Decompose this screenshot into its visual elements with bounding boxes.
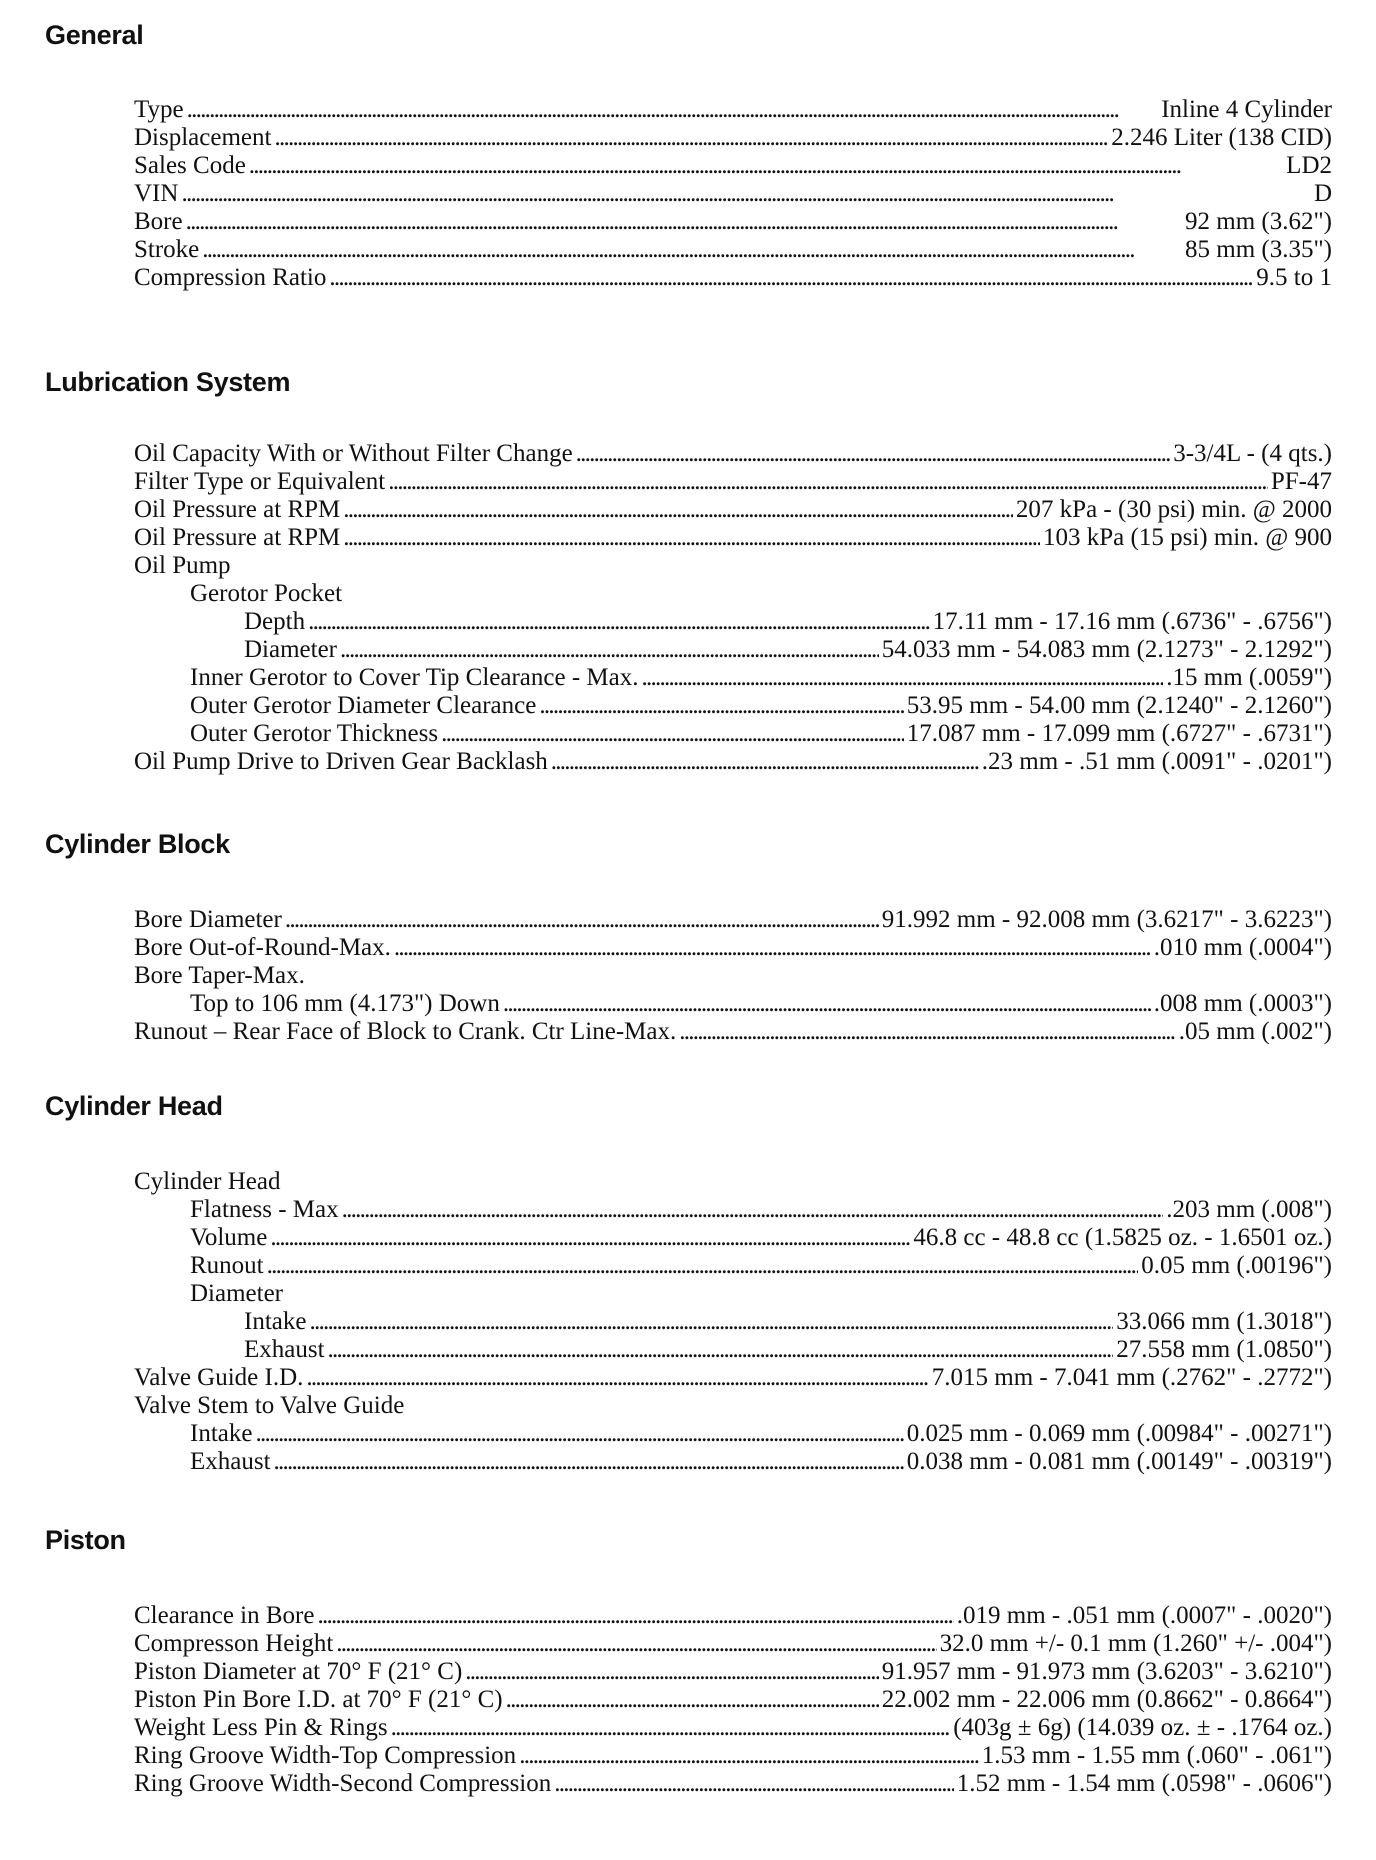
spec-row [134, 440, 1332, 468]
spec-label: Oil Capacity With or Without Filter Change [134, 440, 573, 467]
spec-value: LD2 [1286, 152, 1332, 179]
spec-value: 32.0 mm +/- 0.1 mm (1.260" +/- .004") [939, 1630, 1332, 1657]
spec-row [134, 934, 1332, 962]
spec-label: Bore Out-of-Round-Max. [134, 934, 391, 961]
spec-row [134, 580, 1332, 608]
spec-list [134, 906, 1332, 1046]
spec-value: 7.015 mm - 7.041 mm (.2762" - .2772") [931, 1364, 1332, 1391]
spec-row [134, 1280, 1332, 1308]
spec-label: Valve Guide I.D. [134, 1364, 304, 1391]
spec-label: Volume [190, 1224, 268, 1251]
spec-label: Oil Pressure at RPM [134, 496, 341, 523]
spec-value: 17.087 mm - 17.099 mm (.6727" - .6731") [906, 720, 1332, 747]
section-heading: Cylinder Block [45, 829, 230, 859]
spec-value: .019 mm - .051 mm (.0007" - .0020") [956, 1602, 1332, 1629]
spec-label: Oil Pressure at RPM [134, 524, 341, 551]
spec-value: 17.11 mm - 17.16 mm (.6736" - .6756") [932, 608, 1332, 635]
spec-label: Bore Diameter [134, 906, 282, 933]
spec-row [134, 236, 1332, 264]
spec-list [134, 1168, 1332, 1476]
spec-row [134, 1364, 1332, 1392]
spec-value: .010 mm (.0004") [1153, 934, 1332, 961]
spec-row [134, 1420, 1332, 1448]
spec-row [134, 1630, 1332, 1658]
section-heading: General [45, 20, 144, 50]
spec-value: .15 mm (.0059") [1166, 664, 1332, 691]
spec-label: Sales Code [134, 152, 246, 179]
spec-value: 0.05 mm (.00196") [1141, 1252, 1332, 1279]
spec-value: 91.992 mm - 92.008 mm (3.6217" - 3.6223") [881, 906, 1332, 933]
spec-label: Piston Diameter at 70° F (21° C) [134, 1658, 463, 1685]
spec-value: .203 mm (.008") [1166, 1196, 1332, 1223]
spec-row [134, 96, 1332, 124]
spec-label: Intake [244, 1308, 307, 1335]
spec-value: 2.246 Liter (138 CID) [1111, 124, 1332, 151]
spec-row [134, 748, 1332, 776]
spec-row [134, 1196, 1332, 1224]
spec-label: Bore Taper-Max. [134, 962, 305, 989]
spec-row [134, 208, 1332, 236]
spec-value: 33.066 mm (1.3018") [1116, 1308, 1332, 1335]
spec-label: Stroke [134, 236, 200, 263]
spec-label: Compression Ratio [134, 264, 327, 291]
spec-row [134, 152, 1332, 180]
spec-row [134, 1224, 1332, 1252]
spec-row [134, 124, 1332, 152]
spec-row [134, 1658, 1332, 1686]
spec-value: 0.025 mm - 0.069 mm (.00984" - .00271") [906, 1420, 1332, 1447]
spec-label: Runout – Rear Face of Block to Crank. Ctr Line-Max. [134, 1018, 677, 1045]
spec-label: Oil Pump [134, 552, 231, 579]
spec-label: Diameter [190, 1280, 284, 1307]
spec-label: Exhaust [244, 1336, 325, 1363]
spec-list [134, 440, 1332, 776]
spec-label: Weight Less Pin & Rings [134, 1714, 388, 1741]
spec-label: Inner Gerotor to Cover Tip Clearance - Max. [190, 664, 639, 691]
spec-value: D [1313, 180, 1332, 207]
spec-value: Inline 4 Cylinder [1161, 96, 1332, 123]
spec-label: Gerotor Pocket [190, 580, 343, 607]
spec-label: Depth [244, 608, 306, 635]
spec-label: Displacement [134, 124, 272, 151]
spec-value: 1.52 mm - 1.54 mm (.0598" - .0606") [956, 1770, 1332, 1797]
spec-value: .008 mm (.0003") [1153, 990, 1332, 1017]
section-heading: Lubrication System [45, 367, 291, 397]
spec-row [134, 1168, 1332, 1196]
spec-row [134, 552, 1332, 580]
spec-row [134, 1018, 1332, 1046]
spec-value: 54.033 mm - 54.083 mm (2.1273" - 2.1292") [881, 636, 1332, 663]
spec-label: Ring Groove Width-Top Compression [134, 1742, 517, 1769]
spec-row [134, 1448, 1332, 1476]
spec-value: 3-3/4L - (4 qts.) [1173, 440, 1332, 467]
spec-row [134, 1714, 1332, 1742]
spec-row [134, 664, 1332, 692]
spec-label: Piston Pin Bore I.D. at 70° F (21° C) [134, 1686, 503, 1713]
spec-label: Bore [134, 208, 183, 235]
spec-label: Type [134, 96, 184, 123]
spec-value: .23 mm - .51 mm (.0091" - .0201") [981, 748, 1332, 775]
spec-label: Valve Stem to Valve Guide [134, 1392, 405, 1419]
spec-value: 103 kPa (15 psi) min. @ 900 [1043, 524, 1332, 551]
spec-row [134, 1252, 1332, 1280]
spec-row [134, 962, 1332, 990]
spec-row [134, 180, 1332, 208]
spec-label: Clearance in Bore [134, 1602, 315, 1629]
spec-row [134, 264, 1332, 292]
spec-label: Outer Gerotor Diameter Clearance [190, 692, 537, 719]
spec-row [134, 468, 1332, 496]
spec-list [134, 1602, 1332, 1798]
spec-label: Flatness - Max [190, 1196, 339, 1223]
spec-row [134, 636, 1332, 664]
spec-label: Top to 106 mm (4.173") Down [190, 990, 500, 1017]
spec-value: 1.53 mm - 1.55 mm (.060" - .061") [981, 1742, 1332, 1769]
spec-row [134, 1392, 1332, 1420]
spec-label: Outer Gerotor Thickness [190, 720, 439, 747]
spec-label: Intake [190, 1420, 253, 1447]
spec-value: (403g ± 6g) (14.039 oz. ± - .1764 oz.) [953, 1714, 1332, 1741]
spec-row [134, 1308, 1332, 1336]
spec-label: Ring Groove Width-Second Compression [134, 1770, 552, 1797]
spec-label: Exhaust [190, 1448, 271, 1475]
spec-value: .05 mm (.002") [1178, 1018, 1332, 1045]
spec-label: Runout [190, 1252, 264, 1279]
spec-value: 92 mm (3.62") [1185, 208, 1332, 235]
spec-value: 91.957 mm - 91.973 mm (3.6203" - 3.6210") [881, 1658, 1332, 1685]
spec-row [134, 608, 1332, 636]
spec-label: Compresson Height [134, 1630, 334, 1657]
spec-row [134, 1336, 1332, 1364]
spec-value: 207 kPa - (30 psi) min. @ 2000 [1015, 496, 1332, 523]
spec-label: Diameter [244, 636, 338, 663]
spec-row [134, 496, 1332, 524]
spec-row [134, 906, 1332, 934]
spec-row [134, 990, 1332, 1018]
spec-row [134, 720, 1332, 748]
spec-value: PF-47 [1270, 468, 1332, 495]
spec-value: 46.8 cc - 48.8 cc (1.5825 oz. - 1.6501 oz.) [913, 1224, 1332, 1251]
spec-row [134, 524, 1332, 552]
spec-row [134, 1770, 1332, 1798]
section-heading: Piston [45, 1525, 126, 1555]
spec-value: 22.002 mm - 22.006 mm (0.8662" - 0.8664") [881, 1686, 1332, 1713]
spec-label: VIN [134, 180, 179, 207]
spec-value: 0.038 mm - 0.081 mm (.00149" - .00319") [906, 1448, 1332, 1475]
spec-value: 53.95 mm - 54.00 mm (2.1240" - 2.1260") [906, 692, 1332, 719]
spec-label: Filter Type or Equivalent [134, 468, 386, 495]
spec-row [134, 1602, 1332, 1630]
spec-row [134, 1742, 1332, 1770]
spec-row [134, 1686, 1332, 1714]
spec-value: 9.5 to 1 [1256, 264, 1332, 291]
spec-label: Oil Pump Drive to Driven Gear Backlash [134, 748, 548, 775]
spec-label: Cylinder Head [134, 1168, 281, 1195]
spec-value: 27.558 mm (1.0850") [1116, 1336, 1332, 1363]
spec-list [134, 96, 1332, 292]
section-heading: Cylinder Head [45, 1091, 223, 1121]
spec-value: 85 mm (3.35") [1185, 236, 1332, 263]
spec-row [134, 692, 1332, 720]
